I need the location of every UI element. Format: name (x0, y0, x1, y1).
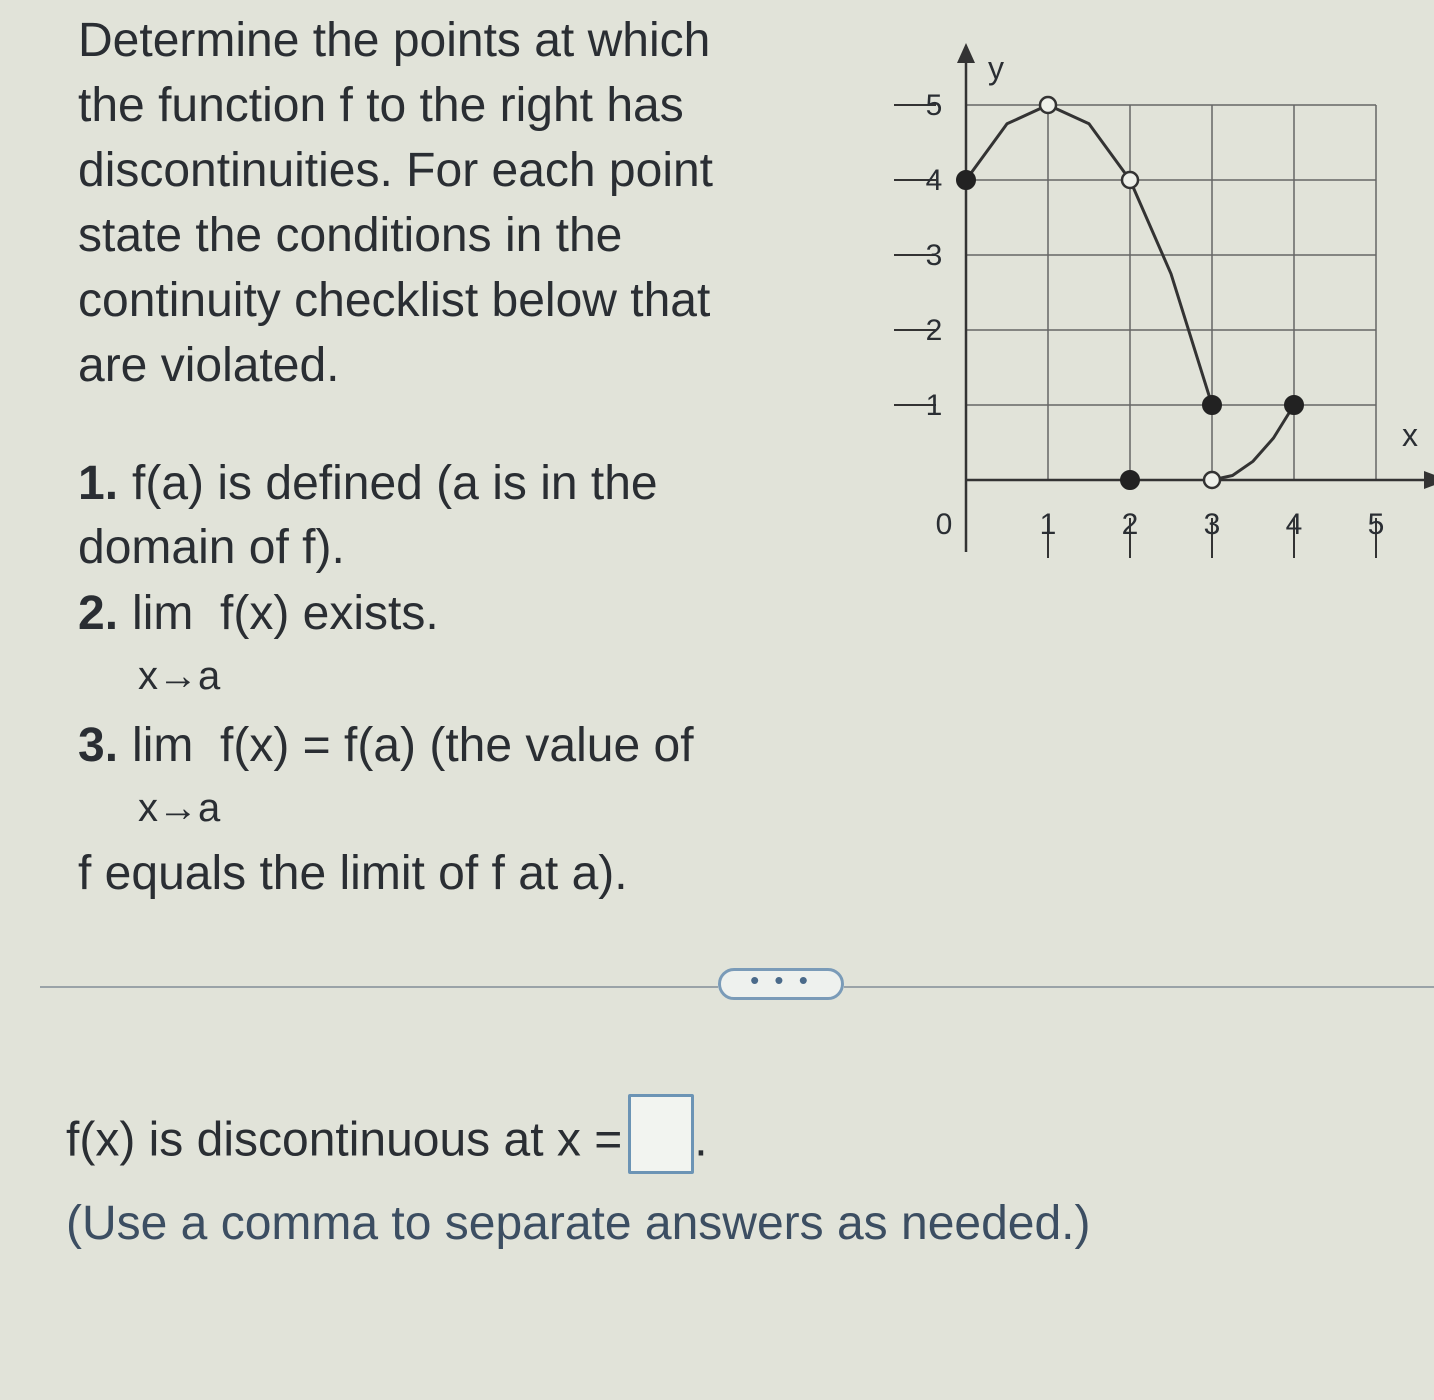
function-graph (880, 20, 1434, 580)
answer-prompt: f(x) is discontinuous at x = (66, 1113, 623, 1167)
divider-left (40, 986, 718, 988)
y-tick-label: 3 (925, 239, 943, 272)
checklist-item-1-continued: domain of f). (78, 521, 345, 574)
answer-hint: (Use a comma to separate answers as needed.) (66, 1197, 1091, 1250)
checklist-item-2 (78, 586, 439, 641)
checklist-item-3 (78, 718, 694, 773)
limit-subscript: x→a (138, 786, 221, 830)
more-dots: • • • (750, 965, 812, 995)
x-tick-label: 1 (1039, 508, 1057, 541)
question-line-5: continuity checklist below that (78, 274, 711, 327)
y-tick-label: 1 (925, 389, 943, 422)
closed-point (1203, 396, 1221, 414)
lim-operator: lim (132, 587, 194, 640)
question-line-6: are violated. (78, 339, 340, 392)
item-number: 3. (78, 719, 119, 772)
question-line-2: the function f to the right has (78, 79, 684, 132)
open-point (1040, 97, 1056, 113)
closed-point (1121, 471, 1139, 489)
item-text: f(x) exists. (220, 587, 439, 640)
limit-subscript: x→a (138, 654, 221, 698)
open-point (1122, 172, 1138, 188)
x-tick-label: 0 (935, 508, 953, 541)
answer-suffix: . (694, 1113, 708, 1167)
item-text: f(a) is defined (a is in the (132, 457, 658, 510)
y-tick-label: 5 (925, 89, 943, 122)
question-line-3: discontinuities. For each point (78, 144, 714, 197)
x-tick-label: 5 (1367, 508, 1385, 541)
item-number: 2. (78, 587, 119, 640)
y-tick-label: 4 (925, 164, 943, 197)
divider-right (844, 986, 1434, 988)
closed-point (957, 171, 975, 189)
question-text (78, 8, 818, 398)
checklist-item-3-continued: f equals the limit of f at a). (78, 847, 628, 900)
open-point (1204, 472, 1220, 488)
curve-segment (1212, 405, 1294, 480)
x-tick-label: 2 (1121, 508, 1139, 541)
item-number: 1. (78, 457, 119, 510)
x-axis-arrow (1424, 471, 1434, 489)
more-button[interactable] (718, 965, 844, 1000)
y-axis-arrow (957, 43, 975, 63)
x-tick-label: 3 (1203, 508, 1221, 541)
answer-row (66, 1112, 708, 1174)
closed-point (1285, 396, 1303, 414)
question-line-1: Determine the points at which (78, 14, 711, 67)
x-tick-label: 4 (1285, 508, 1303, 541)
item-text: f(x) = f(a) (the value of (220, 719, 694, 772)
answer-input[interactable] (628, 1094, 694, 1174)
y-tick-label: 2 (925, 314, 943, 347)
y-axis-label: y (988, 50, 1004, 86)
question-line-4: state the conditions in the (78, 209, 623, 262)
lim-operator: lim (132, 719, 194, 772)
checklist-item-1 (78, 456, 658, 511)
x-axis-label: x (1402, 417, 1418, 453)
